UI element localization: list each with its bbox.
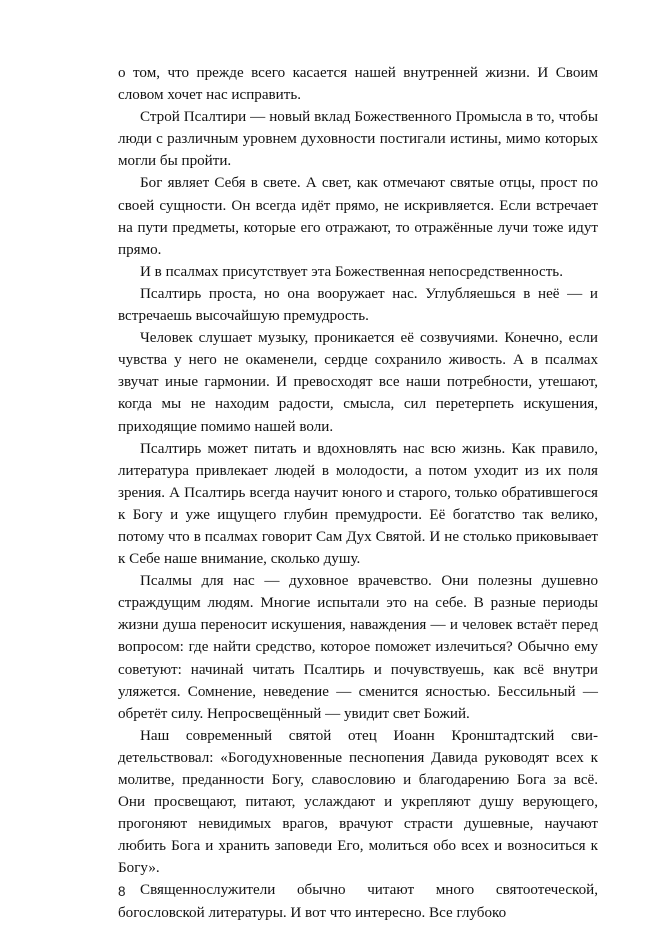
paragraph: Бог являет Себя в свете. А свет, как отмечают святые отцы, прост по своей сущности. Он всегда идёт прямо, не искривляется. Если встречает на пути предметы, которые его отражают, то отражённые лучи тоже идут прямо. — [118, 175, 598, 258]
paragraph: Человек слушает музыку, проникается её созвучиями. Конечно, если чувства у него не окаменели, сердце сохранило живость. А в псалмах звучат иные гармонии. И превосходят все наши потребности, утешают, когда мы не находим радости, смысла, сил перетерпеть искушения, приходящие помимо нашей воли. — [118, 330, 598, 435]
paragraph: Псалтирь проста, но она вооружает нас. Углубляешься в неё — и встречаешь высочайшую премудрость. — [118, 285, 598, 325]
paragraph: Строй Псалтири — новый вклад Божественного Промысла в то, чтобы люди с различным уровнем духовности постигали истины, мимо которых могли бы пройти. — [118, 109, 598, 170]
paragraph: о том, что прежде всего касается нашей внутренней жизни. И Своим словом хочет нас исправить. — [118, 65, 598, 104]
paragraph: Священнослужители обычно читают много святоотеческой, богословской литературы. И вот что интересно. Все глубоко — [118, 882, 598, 921]
page-number: 8 — [118, 884, 126, 899]
paragraph: И в псалмах присутствует эта Божественная непосредственность. — [140, 263, 563, 280]
paragraph: Наш современный святой отец Иоанн Кронштадтский свидетельствовал: «Богодухновенные песнопения Давида руководят всех к молитве, преданности Богу, славословию и благодарению Бога за всё. Они просвещают, питают, услаждают и укрепляют душу верующего, прогоняют невидимых врагов, врачуют страсти душевные, научают любить Бога и хранить заповеди Его, молиться обо всех и возноситься к Богу». — [118, 727, 598, 877]
paragraph: Псалмы для нас — духовное врачевство. Они полезны душевно страждущим людям. Многие испытали это на себе. В разные периоды жизни душа переносит искушения, наваждения — и человек встаёт перед вопросом: где найти средство, которое поможет излечиться? Обычно ему советуют: начинай читать Псалтирь и почувствуешь, как всё внутри уляжется. Сомнение, неведение — сменится ясностью. Бессильный — обретёт силу. Непросвещённый — увидит свет Божий. — [118, 573, 598, 722]
paragraph: Псалтирь может питать и вдохновлять нас всю жизнь. Как правило, литература привлекает людей в молодости, а потом уходит из их поля зрения. А Псалтирь всегда научит юного и старого, только обратившегося к Богу и уже ищущего глубин премудрости. Её богатство так велико, потому что в псалмах говорит Сам Дух Святой. И не столько приковывает к Себе наше внимание, сколько душу. — [118, 440, 598, 568]
page-text-block — [118, 62, 598, 924]
